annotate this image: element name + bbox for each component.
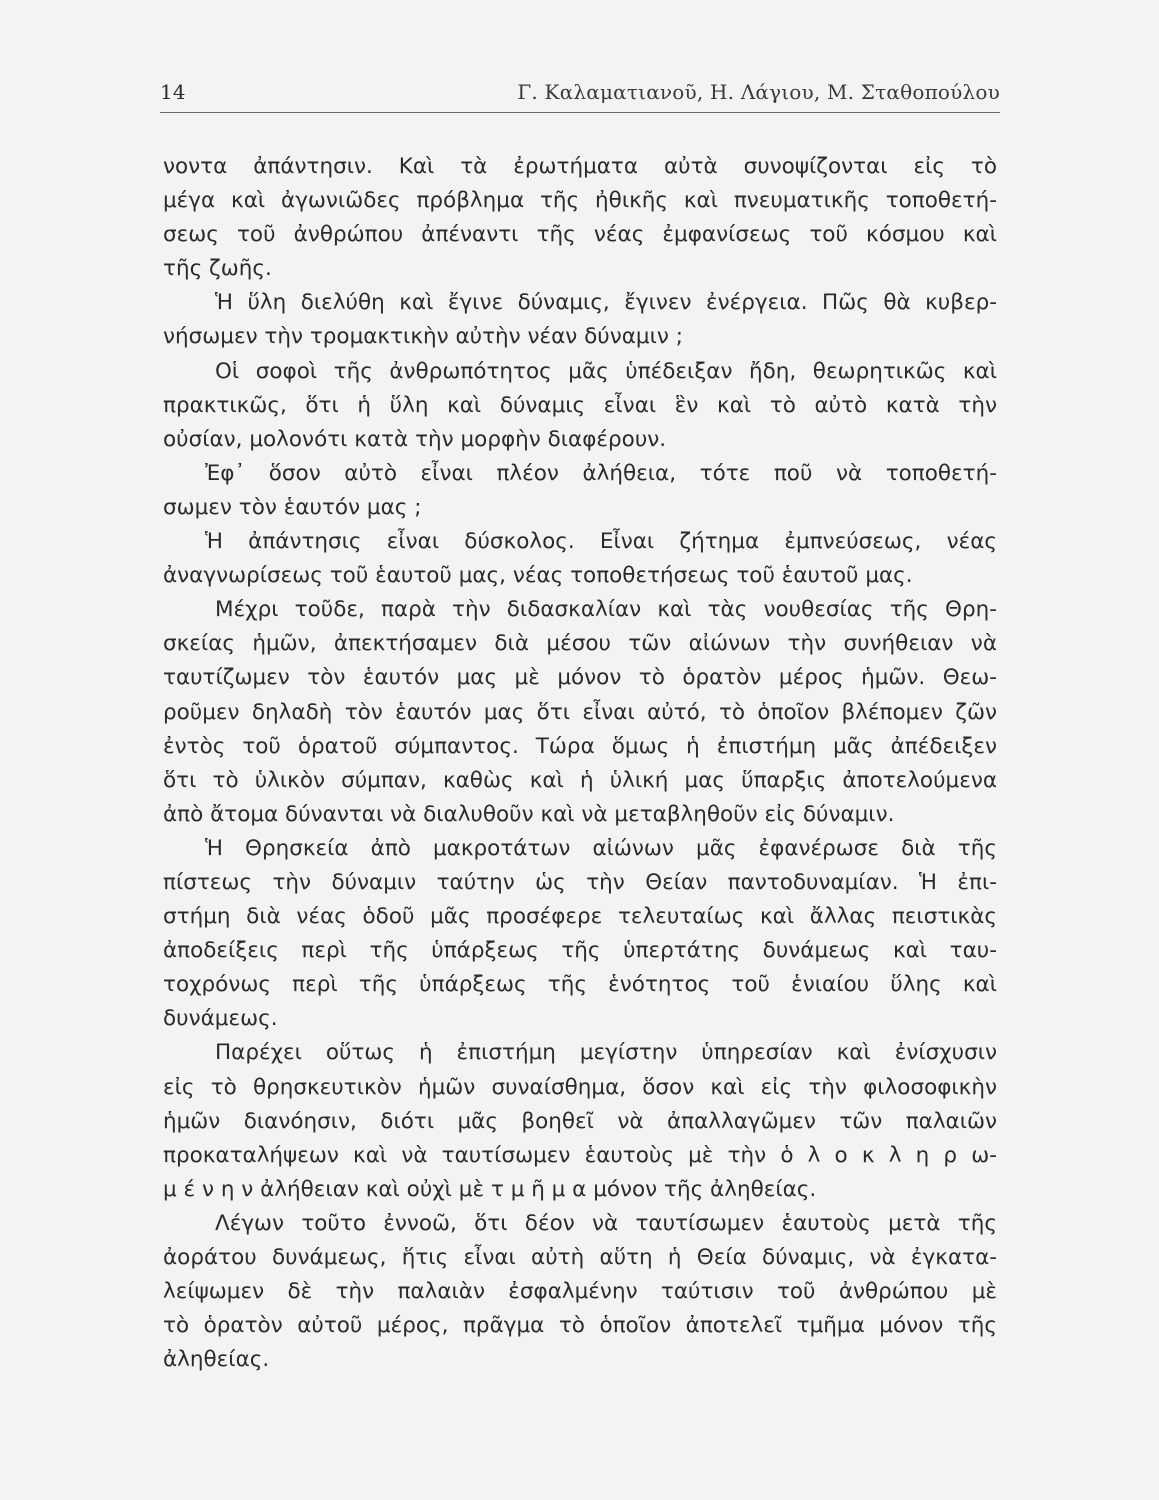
text-line: Μέχρι τοῦδε, παρὰ τὴν διδασκαλίαν καὶ τὰς νουθεσίας τῆς Θρη- <box>215 597 997 623</box>
text-line: μέγα καὶ ἀγωνιῶδες πρόβλημα τῆς ἠθικῆς καὶ πνευματικῆς τοποθετή- <box>163 188 997 214</box>
text-line: προκαταλήψεων καὶ νὰ ταυτίσωμεν ἑαυτοὺς μὲ τὴν ὁ λ ο κ λ η ρ ω- <box>163 1142 997 1168</box>
text-line: σωμεν τὸν ἑαυτόν μας ; <box>163 494 422 520</box>
text-line: δυνάμεως. <box>163 1006 278 1032</box>
text-line: εἰς τὸ θρησκευτικὸν ἡμῶν συναίσθημα, ὅσον καὶ εἰς τὴν φιλοσοφικὴν <box>163 1074 997 1100</box>
text-line: πρακτικῶς, ὅτι ἡ ὕλη καὶ δύναμις εἶναι ἓν καὶ τὸ αὐτὸ κατὰ τὴν <box>163 392 997 418</box>
page-number: 14 <box>160 80 186 104</box>
text-line: ὅτι τὸ ὑλικὸν σύμπαν, καθὼς καὶ ἡ ὑλική μας ὕπαρξις ἀποτελούμενα <box>163 767 997 793</box>
running-head: Γ. Καλαματιανοῦ, Η. Λάγιου, Μ. Σταθοπούλου <box>517 80 1000 104</box>
text-line: ἐντὸς τοῦ ὁρατοῦ σύμπαντος. Τώρα ὅμως ἡ ἐπιστήμη μᾶς ἀπέδειξεν <box>163 733 997 759</box>
text-line: ἀποδείξεις περὶ τῆς ὑπάρξεως τῆς ὑπερτάτης δυνάμεως καὶ ταυ- <box>163 938 997 964</box>
text-line: στήμη διὰ νέας ὁδοῦ μᾶς προσέφερε τελευταίως καὶ ἄλλας πειστικὰς <box>163 904 997 930</box>
text-line: Παρέχει οὕτως ἡ ἐπιστήμη μεγίστην ὑπηρεσίαν καὶ ἐνίσχυσιν <box>215 1040 997 1066</box>
text-line: μ έ ν η ν ἀλήθειαν καὶ οὐχὶ μὲ τ μ ῆ μ α μόνον τῆς ἀληθείας. <box>163 1176 817 1202</box>
text-line: λείψωμεν δὲ τὴν παλαιὰν ἐσφαλμένην ταύτισιν τοῦ ἀνθρώπου μὲ <box>163 1279 997 1305</box>
text-line: νοντα ἀπάντησιν. Καὶ τὰ ἐρωτήματα αὐτὰ συνοψίζονται εἰς τὸ <box>163 154 997 179</box>
body-text <box>163 150 997 1377</box>
text-line: τοχρόνως περὶ τῆς ὑπάρξεως τῆς ἑνότητος τοῦ ἑνιαίου ὕλης καὶ <box>163 972 997 998</box>
text-line: Ἐφ᾿ ὅσον αὐτὸ εἶναι πλέον ἀλήθεια, τότε ποῦ νὰ τοποθετή- <box>205 460 997 486</box>
text-line: ἀληθείας. <box>163 1347 270 1373</box>
text-line: Ἡ Θρησκεία ἀπὸ μακροτάτων αἰώνων μᾶς ἐφανέρωσε διὰ τῆς <box>205 835 997 861</box>
page-header <box>160 80 1000 113</box>
text-line: Λέγων τοῦτο ἐννοῶ, ὅτι δέον νὰ ταυτίσωμεν ἑαυτοὺς μετὰ τῆς <box>215 1210 997 1236</box>
text-line: Οἱ σοφοὶ τῆς ἀνθρωπότητος μᾶς ὑπέδειξαν ἤδη, θεωρητικῶς καὶ <box>215 358 997 384</box>
text-line: ταυτίζωμεν τὸν ἑαυτόν μας μὲ μόνον τὸ ὁρατὸν μέρος ἡμῶν. Θεω- <box>163 665 997 691</box>
text-line: νήσωμεν τὴν τρομακτικὴν αὐτὴν νέαν δύναμιν ; <box>163 324 683 350</box>
text-line: ἀοράτου δυνάμεως, ἥτις εἶναι αὐτὴ αὕτη ἡ Θεία δύναμις, νὰ ἐγκατα- <box>163 1245 997 1270</box>
text-line: ἀπὸ ἄτομα δύνανται νὰ διαλυθοῦν καὶ νὰ μεταβληθοῦν εἰς δύναμιν. <box>163 801 895 827</box>
text-line: σκείας ἡμῶν, ἀπεκτήσαμεν διὰ μέσου τῶν αἰώνων τὴν συνήθειαν νὰ <box>163 631 997 657</box>
text-line: ἀναγνωρίσεως τοῦ ἑαυτοῦ μας, νέας τοποθετήσεως τοῦ ἑαυτοῦ μας. <box>163 563 913 589</box>
text-line: οὐσίαν, μολονότι κατὰ τὴν μορφὴν διαφέρουν. <box>163 426 667 452</box>
text-line: Ἡ ὕλη διελύθη καὶ ἔγινε δύναμις, ἔγινεν ἐνέργεια. Πῶς θὰ κυβερ- <box>215 290 997 316</box>
text-line: πίστεως τὴν δύναμιν ταύτην ὡς τὴν Θείαν παντοδυναμίαν. Ἡ ἐπι- <box>163 869 997 895</box>
text-line: ροῦμεν δηλαδὴ τὸν ἑαυτόν μας ὅτι εἶναι αὐτό, τὸ ὁποῖον βλέπομεν ζῶν <box>163 699 997 725</box>
text-line: τὸ ὁρατὸν αὐτοῦ μέρος, πρᾶγμα τὸ ὁποῖον ἀποτελεῖ τμῆμα μόνον τῆς <box>163 1313 997 1339</box>
text-line: Ἡ ἀπάντησις εἶναι δύσκολος. Εἶναι ζήτημα ἐμπνεύσεως, νέας <box>205 529 997 555</box>
text-line: τῆς ζωῆς. <box>163 256 272 282</box>
text-line: σεως τοῦ ἀνθρώπου ἀπέναντι τῆς νέας ἐμφανίσεως τοῦ κόσμου καὶ <box>163 222 997 248</box>
text-line: ἡμῶν διανόησιν, διότι μᾶς βοηθεῖ νὰ ἀπαλλαγῶμεν τῶν παλαιῶν <box>163 1108 997 1134</box>
